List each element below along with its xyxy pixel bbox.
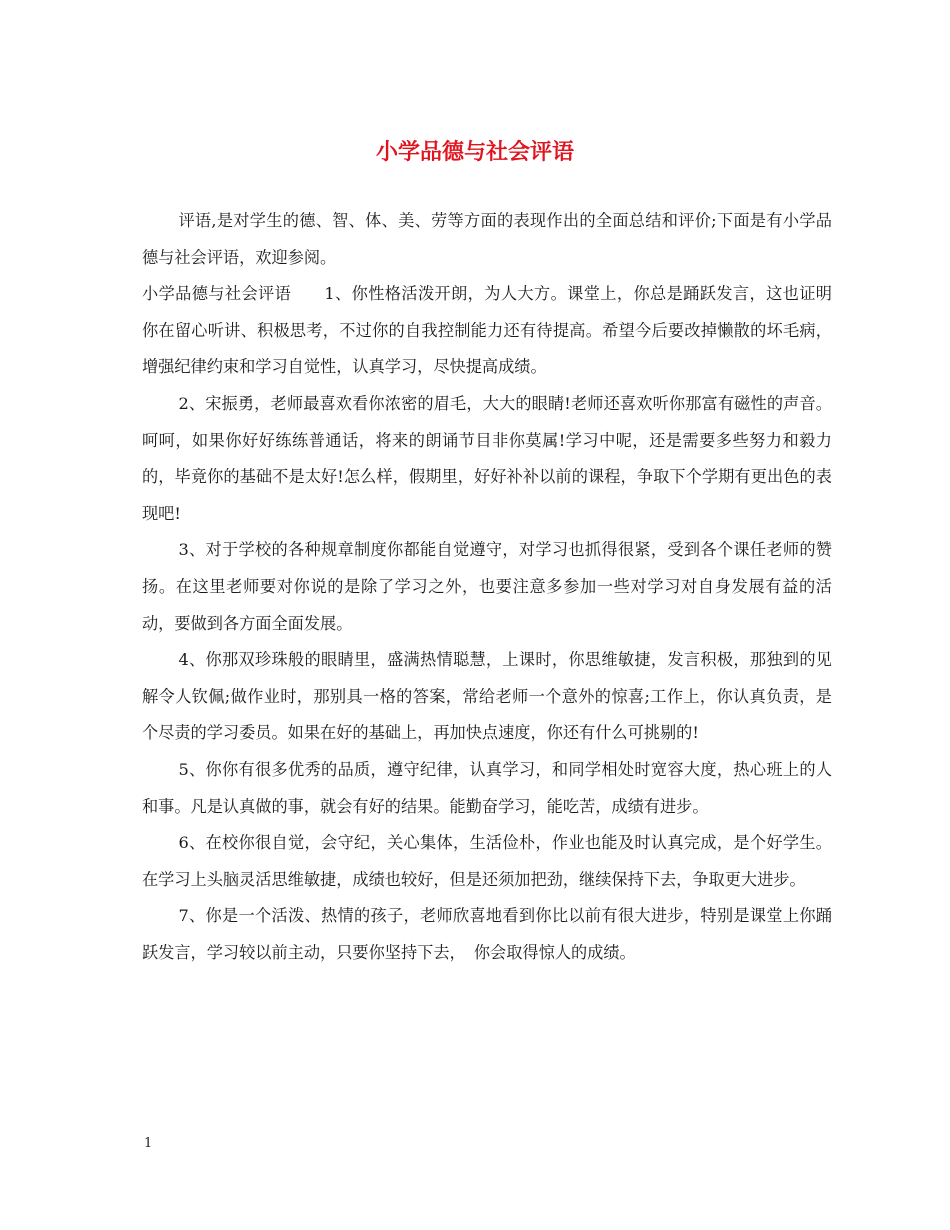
comment-paragraph-6: 6、在校你很自觉，会守纪，关心集体，生活俭朴，作业也能及时认真完成，是个好学生。在学习上头脑灵活思维敏捷，成绩也较好，但是还须加把劲，继续保持下去，争取更大进步。 xyxy=(142,833,832,889)
page-number: 1 xyxy=(144,1136,153,1151)
document-body xyxy=(142,203,832,971)
comment-paragraph-3: 3、对于学校的各种规章制度你都能自觉遵守，对学习也抓得很紧，受到各个课任老师的赞扬。在这里老师要对你说的是除了学习之外，也要注意多参加一些对学习对自身发展有益的活动，要做到各方面全面发展。 xyxy=(142,540,832,633)
document-title: 小学品德与社会评语 xyxy=(375,139,574,165)
first-comment-paragraph: 小学品德与社会评语 1、你性格活泼开朗，为人大方。课堂上，你总是踊跃发言，这也证明你在留心听讲、积极思考，不过你的自我控制能力还有待提高。希望今后要改掉懒散的坏毛病，增强纪律约束和学习自觉性，认真学习，尽快提高成绩。 xyxy=(142,284,832,377)
comment-paragraph-2: 2、宋振勇，老师最喜欢看你浓密的眉毛，大大的眼睛!老师还喜欢听你那富有磁性的声音。呵呵，如果你好好练练普通话，将来的朗诵节目非你莫属!学习中呢，还是需要多些努力和毅力的，毕竟你的基础不是太好!怎么样，假期里，好好补补以前的课程，争取下个学期有更出色的表现吧! xyxy=(142,393,832,523)
comment-paragraph-4: 4、你那双珍珠般的眼睛里，盛满热情聪慧，上课时，你思维敏捷，发言积极，那独到的见解令人钦佩;做作业时，那别具一格的答案，常给老师一个意外的惊喜;工作上，你认真负责，是个尽责的学习委员。如果在好的基础上，再加快点速度，你还有什么可挑剔的! xyxy=(142,650,832,743)
comment-paragraph-7: 7、你是一个活泼、热情的孩子，老师欣喜地看到你比以前有很大进步，特别是课堂上你踊跃发言，学习较以前主动，只要你坚持下去， 你会取得惊人的成绩。 xyxy=(142,906,832,962)
comment-paragraph-5: 5、你你有很多优秀的品质，遵守纪律，认真学习，和同学相处时宽容大度，热心班上的人和事。凡是认真做的事，就会有好的结果。能勤奋学习，能吃苦，成绩有进步。 xyxy=(142,759,832,816)
intro-paragraph: 评语,是对学生的德、智、体、美、劳等方面的表现作出的全面总结和评价;下面是有小学品德与社会评语，欢迎参阅。 xyxy=(142,211,832,267)
